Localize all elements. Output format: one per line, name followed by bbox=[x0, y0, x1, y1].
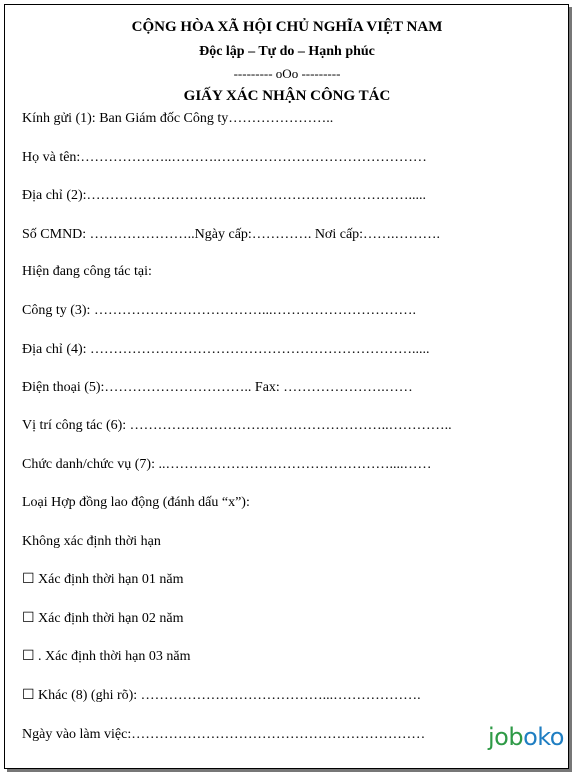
logo-part-2: oko bbox=[523, 723, 564, 751]
line-recipient: Kính gửi (1): Ban Giám đốc Công ty………………….. bbox=[22, 111, 334, 126]
option-01-year: ☐ Xác định thời hạn 01 năm bbox=[22, 572, 184, 587]
line-company: Công ty (3): ………………………………...…………………………. bbox=[22, 303, 416, 318]
line-job-title: Chức danh/chức vụ (7): ..…………………………………………....…… bbox=[22, 457, 432, 472]
line-phone-fax: Điện thoại (5):………………………….. Fax: ………………….…… bbox=[22, 380, 413, 395]
option-03-year: ☐ . Xác định thời hạn 03 năm bbox=[22, 649, 191, 664]
line-address: Địa chỉ (2):……………………………………………………………..... bbox=[22, 188, 427, 203]
line-working-at: Hiện đang công tác tại: bbox=[22, 264, 152, 279]
line-position: Vị trí công tác (6): ………………………………………………..………….. bbox=[22, 418, 452, 433]
line-contract-type: Loại Hợp đồng lao động (đánh dấu “x”): bbox=[22, 495, 250, 510]
option-02-year: ☐ Xác định thời hạn 02 năm bbox=[22, 611, 184, 626]
line-full-name: Họ và tên:………………..……….……………………………………… bbox=[22, 150, 427, 165]
separator: --------- oOo --------- bbox=[233, 66, 341, 81]
line-company-address: Địa chỉ (4): ……………………………………………………………..... bbox=[22, 342, 430, 357]
option-other: ☐ Khác (8) (ghi rõ): …………………………………...………………. bbox=[22, 688, 421, 703]
country-heading: CỘNG HÒA XÃ HỘI CHỦ NGHĨA VIỆT NAM bbox=[131, 19, 443, 35]
line-id-number: Số CMND: …………………..Ngày cấp:…………. Nơi cấp:…….………. bbox=[22, 227, 441, 242]
logo-part-1: job bbox=[487, 723, 524, 751]
joboko-logo bbox=[488, 723, 564, 751]
line-start-date: Ngày vào làm việc:……………………………………………………… bbox=[22, 727, 426, 742]
motto: Độc lập – Tự do – Hạnh phúc bbox=[199, 44, 375, 59]
document-title: GIẤY XÁC NHẬN CÔNG TÁC bbox=[183, 88, 391, 104]
option-indefinite: Không xác định thời hạn bbox=[22, 534, 161, 549]
